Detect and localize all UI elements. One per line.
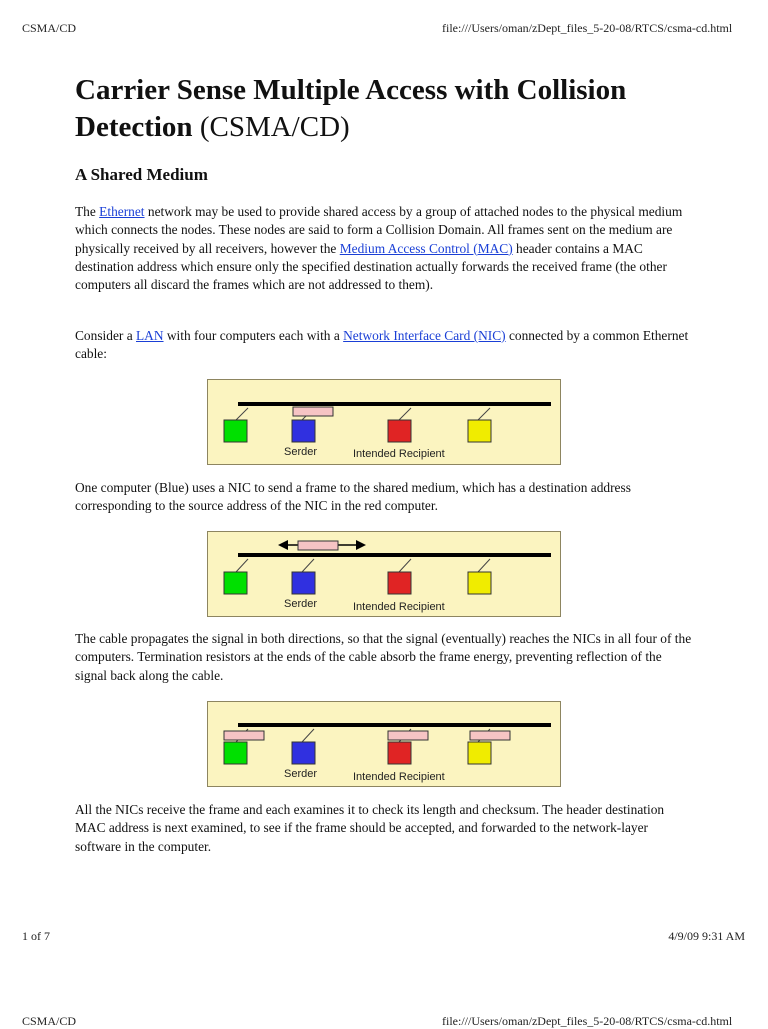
yellow-computer — [468, 420, 491, 442]
blue-computer — [292, 572, 315, 594]
p1-text-1: The — [75, 204, 100, 219]
paragraph-1 — [75, 203, 695, 294]
arrow-left-icon — [278, 540, 288, 550]
ethernet-link[interactable]: Ethernet — [99, 204, 145, 219]
lan-link[interactable]: LAN — [136, 328, 164, 343]
green-computer — [224, 572, 247, 594]
yellow-computer — [468, 572, 491, 594]
yellow-tap — [478, 559, 490, 572]
arrow-right-icon — [356, 540, 366, 550]
page-title-text: Carrier Sense Multiple Access with Collision Detection — [75, 74, 627, 143]
green-computer — [224, 742, 247, 764]
diagram-frame-sent — [207, 531, 561, 617]
ethernet-cable — [238, 402, 551, 406]
paragraph-5: All the NICs receive the frame and each examines it to check its length and checksum. The header destination MAC address is next examined, to see if the frame should be accepted, and forwarded to the network-layer software in the computer. — [75, 802, 665, 854]
paragraph-3: One computer (Blue) uses a NIC to send a frame to the shared medium, which has a destination address corresponding to the source address of the NIC in the red computer. — [75, 480, 631, 514]
green-computer — [224, 420, 247, 442]
ethernet-cable — [238, 723, 551, 727]
next-page-header-title: CSMA/CD — [22, 1014, 77, 1028]
frame-box-green — [224, 731, 264, 740]
red-computer — [388, 742, 411, 764]
frame-box — [298, 541, 338, 550]
recipient-label: Intended Recipient — [353, 448, 445, 460]
section-title: A Shared Medium — [75, 165, 208, 184]
page-title — [75, 72, 715, 146]
blue-computer — [292, 742, 315, 764]
diagram-1-svg — [208, 380, 560, 464]
recipient-label: Intended Recipient — [353, 601, 445, 613]
sender-label: Serder — [284, 446, 318, 458]
yellow-computer — [468, 742, 491, 764]
red-tap — [399, 408, 411, 420]
blue-computer — [292, 420, 315, 442]
mac-link[interactable]: Medium Access Control (MAC) — [339, 240, 513, 256]
p1-text-2: network may be used to provide shared access by a group of attached nodes to the physical medium which connects the nodes. These nodes are said to form a Collision Domain. All frames sent on the medium are physically received by all receivers, however the — [75, 204, 683, 256]
p1-text-3: header contains a MAC destination address which ensure only the specified destination actually forwards the received frame (the other computers all discard the frames which are not addressed to them). — [75, 240, 667, 293]
yellow-tap — [478, 408, 490, 420]
nic-link[interactable]: Network Interface Card (NIC) — [343, 328, 506, 343]
page-title-abbr: (CSMA/CD) — [199, 111, 350, 143]
p2-text-3: connected by a common Ethernet cable: — [75, 328, 689, 362]
red-computer — [388, 572, 411, 594]
p2-text-2: with four computers each with a — [163, 328, 344, 343]
blue-tap — [302, 559, 314, 572]
frame-box — [293, 407, 333, 416]
header-url: file:///Users/oman/zDept_files_5-20-08/RTCS/csma-cd.html — [442, 21, 733, 35]
footer-datetime: 4/9/09 9:31 AM — [668, 929, 745, 943]
next-page-header-url: file:///Users/oman/zDept_files_5-20-08/RTCS/csma-cd.html — [442, 1014, 733, 1028]
header-title: CSMA/CD — [22, 21, 77, 35]
red-computer — [388, 420, 411, 442]
paragraph-4: The cable propagates the signal in both directions, so that the signal (eventually) reaches the NICs in all four of the computers. Termination resistors at the ends of the cable absorb the frame energy, preventing reflection of the signal back along the cable. — [75, 631, 692, 683]
ethernet-cable — [238, 553, 551, 557]
green-tap — [236, 559, 248, 572]
blue-tap — [302, 729, 314, 742]
red-tap — [399, 559, 411, 572]
recipient-label: Intended Recipient — [353, 771, 445, 783]
paragraph-2 — [75, 327, 695, 364]
sender-label: Serder — [284, 768, 318, 780]
diagram-2-svg — [208, 532, 560, 616]
diagram-3-svg — [208, 702, 560, 786]
sender-label: Serder — [284, 598, 318, 610]
footer-page: 1 of 7 — [22, 929, 50, 943]
frame-box-yellow — [470, 731, 510, 740]
frame-box-red — [388, 731, 428, 740]
diagram-frame-received — [207, 701, 561, 787]
p2-text-1: Consider a — [75, 328, 136, 343]
diagram-shared-bus — [207, 379, 561, 465]
green-tap — [236, 408, 248, 420]
